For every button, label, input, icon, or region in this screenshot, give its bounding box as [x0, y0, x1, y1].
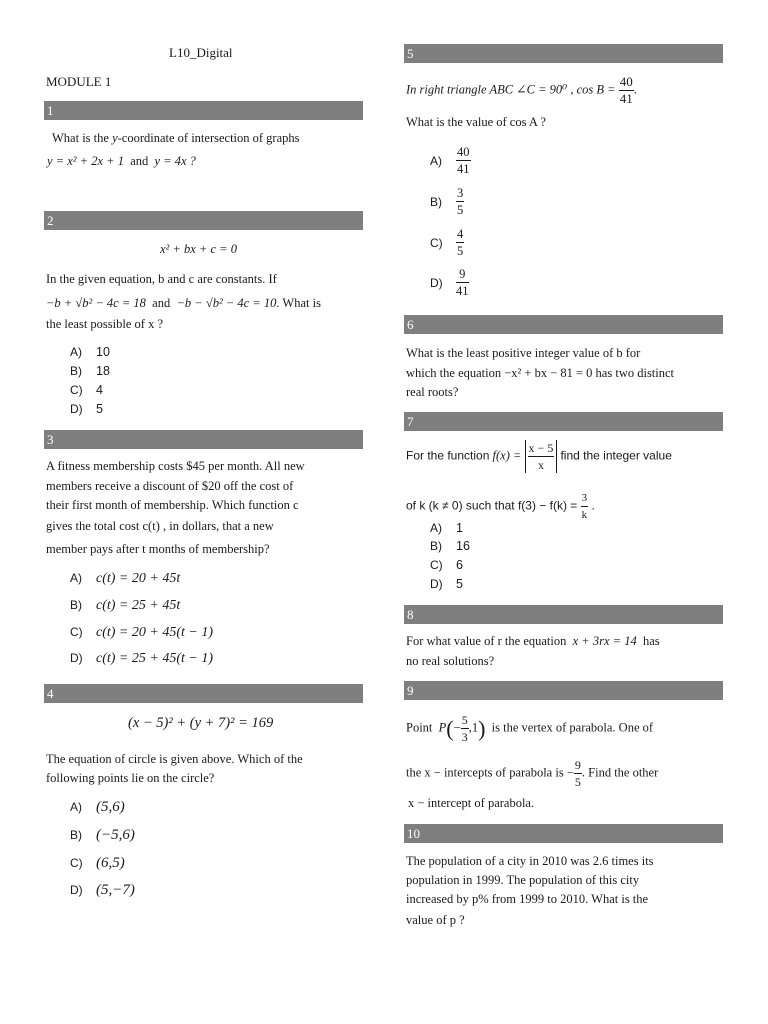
question-4-header: 4: [44, 684, 363, 703]
question-10-line-2: population in 1999. The population of this city: [406, 873, 640, 887]
question-1-header: 1: [44, 101, 363, 120]
question-3-line-3: their first month of membership. Which function c: [46, 498, 299, 512]
question-5-option-b[interactable]: B) $\frac{3}{5}$: [430, 186, 464, 217]
question-10-header: 10: [404, 824, 723, 843]
question-4-option-d[interactable]: D) (5,−7): [70, 882, 135, 898]
question-7-option-c[interactable]: C) 6: [430, 558, 463, 572]
question-5-line-2: What is the value of cos A ?: [406, 115, 546, 129]
question-2-line-3: the least possible of x ?: [46, 317, 163, 331]
question-9-line-2: the x − intercepts of parabola is − $\frac{9}{5}$ . Find the other: [406, 758, 659, 789]
question-6-line-1: What is the least positive integer value of b for: [406, 346, 641, 360]
question-5-header: 5: [404, 44, 723, 63]
question-2-option-c[interactable]: C) 4: [70, 383, 103, 397]
question-5-option-a[interactable]: A) $\frac{40}{41}$: [430, 145, 470, 176]
question-3-line-2: members receive a discount of $20 off the cost of: [46, 479, 294, 493]
question-3-option-a[interactable]: A) c(t) = 20 + 45t: [70, 571, 181, 586]
question-2-line-2: −b + √b² − 4c = 18 and −b − √b² − 4c = 10. What is: [46, 296, 321, 310]
question-6-header: 6: [404, 315, 723, 334]
question-6-line-2: which the equation −x² + bx − 81 = 0 has two distinct: [406, 366, 675, 380]
question-4-option-a[interactable]: A) (5,6): [70, 799, 125, 815]
question-7-option-d[interactable]: D) 5: [430, 577, 463, 591]
question-8-line-2: no real solutions?: [406, 654, 495, 668]
question-7-line-2: of k (k ≠ 0) such that f(3) − f(k) = $\frac{3}{k}$ .: [406, 492, 595, 521]
question-2-option-b[interactable]: B) 18: [70, 364, 110, 378]
question-5-line-1: In right triangle ABC ∠C = 90⁰ , cos B = $\frac{40}{41}$ .: [406, 74, 637, 106]
module-heading: MODULE 1: [46, 74, 112, 89]
question-4-option-b[interactable]: B) (−5,6): [70, 827, 135, 843]
question-3-header: 3: [44, 430, 363, 449]
question-4-line-2: following points lie on the circle?: [46, 771, 215, 785]
question-2-option-a[interactable]: A) 10: [70, 345, 110, 359]
question-6-line-3: real roots?: [406, 385, 459, 399]
question-9-line-3: x − intercept of parabola.: [408, 796, 535, 810]
question-8-header: 8: [404, 605, 723, 624]
question-3-option-b[interactable]: B) c(t) = 25 + 45t: [70, 598, 181, 613]
question-10-line-3: increased by p% from 1999 to 2010. What is the: [406, 892, 649, 906]
question-1-text: What is the y-coordinate of intersection of graphs: [52, 131, 300, 145]
question-3-option-c[interactable]: C) c(t) = 20 + 45(t − 1): [70, 625, 213, 640]
question-10-line-1: The population of a city in 2010 was 2.6 times its: [406, 854, 654, 868]
question-7-option-b[interactable]: B) 16: [430, 539, 470, 553]
question-3-line-4: gives the total cost c(t) , in dollars, that a new: [46, 519, 274, 533]
question-2-equation: x² + bx + c = 0: [160, 242, 237, 256]
question-9-line-1: Point P(− $\frac{5}{3}$ ,1) is the vertex of parabola. One of: [406, 713, 654, 744]
question-5-option-d[interactable]: D) $\frac{9}{41}$: [430, 267, 469, 298]
document-title: L10_Digital: [169, 45, 233, 60]
question-5-option-c[interactable]: C) $\frac{4}{5}$: [430, 227, 464, 258]
question-3-line-1: A fitness membership costs $45 per month. All new: [46, 459, 305, 473]
question-7-header: 7: [404, 412, 723, 431]
question-1-equations: y = x² + 2x + 1 and y = 4x ?: [47, 154, 196, 168]
question-10-line-4: value of p ?: [406, 913, 465, 927]
question-2-option-d[interactable]: D) 5: [70, 402, 103, 416]
question-4-line-1: The equation of circle is given above. Which of the: [46, 752, 303, 766]
question-8-line-1: For what value of r the equation x + 3rx = 14 has: [406, 634, 660, 648]
question-3-option-d[interactable]: D) c(t) = 25 + 45(t − 1): [70, 651, 213, 666]
question-2-header: 2: [44, 211, 363, 230]
question-7-option-a[interactable]: A) 1: [430, 521, 463, 535]
question-7-line-1: For the function f(x) = $\frac{x - 5}{x}$ find the integer value: [406, 441, 672, 472]
question-2-line-1: In the given equation, b and c are constants. If: [46, 272, 277, 286]
question-4-equation: (x − 5)² + (y + 7)² = 169: [128, 715, 274, 731]
question-3-line-5: member pays after t months of membership?: [46, 542, 270, 556]
question-4-option-c[interactable]: C) (6,5): [70, 855, 125, 871]
question-9-header: 9: [404, 681, 723, 700]
